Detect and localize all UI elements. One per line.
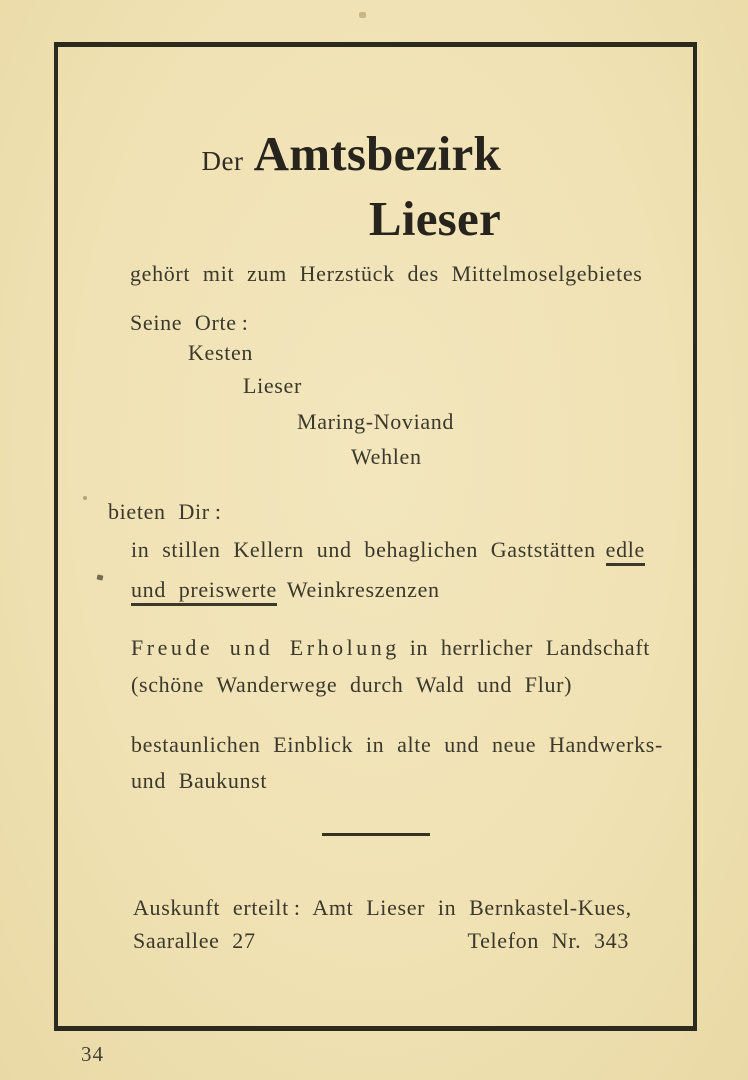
offer-wine-line2: und preiswerte Weinkreszenzen bbox=[131, 579, 440, 606]
underlined-und-preiswerte: und preiswerte bbox=[131, 579, 277, 606]
offer-nature-line2: (schöne Wanderwege durch Wald und Flur) bbox=[131, 672, 573, 697]
offer-wine-line1: in stillen Kellern und behaglichen Gaststätten edle bbox=[131, 539, 645, 566]
contact-phone: Telefon Nr. 343 bbox=[467, 928, 629, 953]
ink-speck-left bbox=[83, 496, 87, 500]
underlined-edle: edle bbox=[606, 539, 645, 566]
offer-craft-line1: bestaunlichen Einblick in alte und neue Handwerks- bbox=[131, 732, 664, 757]
place-item-lieser: Lieser bbox=[243, 373, 302, 398]
ad-title-line2: Lieser bbox=[368, 191, 501, 246]
ink-speck-asterisk bbox=[97, 574, 104, 580]
ink-speck-top bbox=[359, 12, 366, 18]
places-label: Seine Orte : bbox=[130, 310, 249, 335]
page-number: 34 bbox=[81, 1042, 105, 1066]
offer-craft-line2: und Baukunst bbox=[131, 768, 268, 793]
place-item-kesten: Kesten bbox=[188, 340, 254, 365]
contact-line2 bbox=[133, 930, 629, 952]
ad-title-line1 bbox=[150, 126, 501, 181]
ad-title-prefix: Der bbox=[201, 146, 244, 176]
offers-label: bieten Dir : bbox=[108, 499, 222, 524]
spaced-freude-und-erholung: Freude und Erholung bbox=[131, 635, 400, 660]
offer-nature-line1: Freude und Erholung in herrlicher Landschaft bbox=[131, 635, 651, 660]
ad-title-main: Amtsbezirk bbox=[253, 126, 501, 181]
contact-address: Saarallee 27 bbox=[133, 928, 256, 953]
divider-rule bbox=[322, 833, 430, 836]
contact-line1: Auskunft erteilt : Amt Lieser in Bernkastel-Kues, bbox=[133, 895, 632, 920]
ad-subtitle: gehört mit zum Herzstück des Mittelmoselgebietes bbox=[130, 261, 643, 286]
place-item-wehlen: Wehlen bbox=[351, 444, 422, 469]
place-item-maring-noviand: Maring-Noviand bbox=[297, 409, 455, 434]
